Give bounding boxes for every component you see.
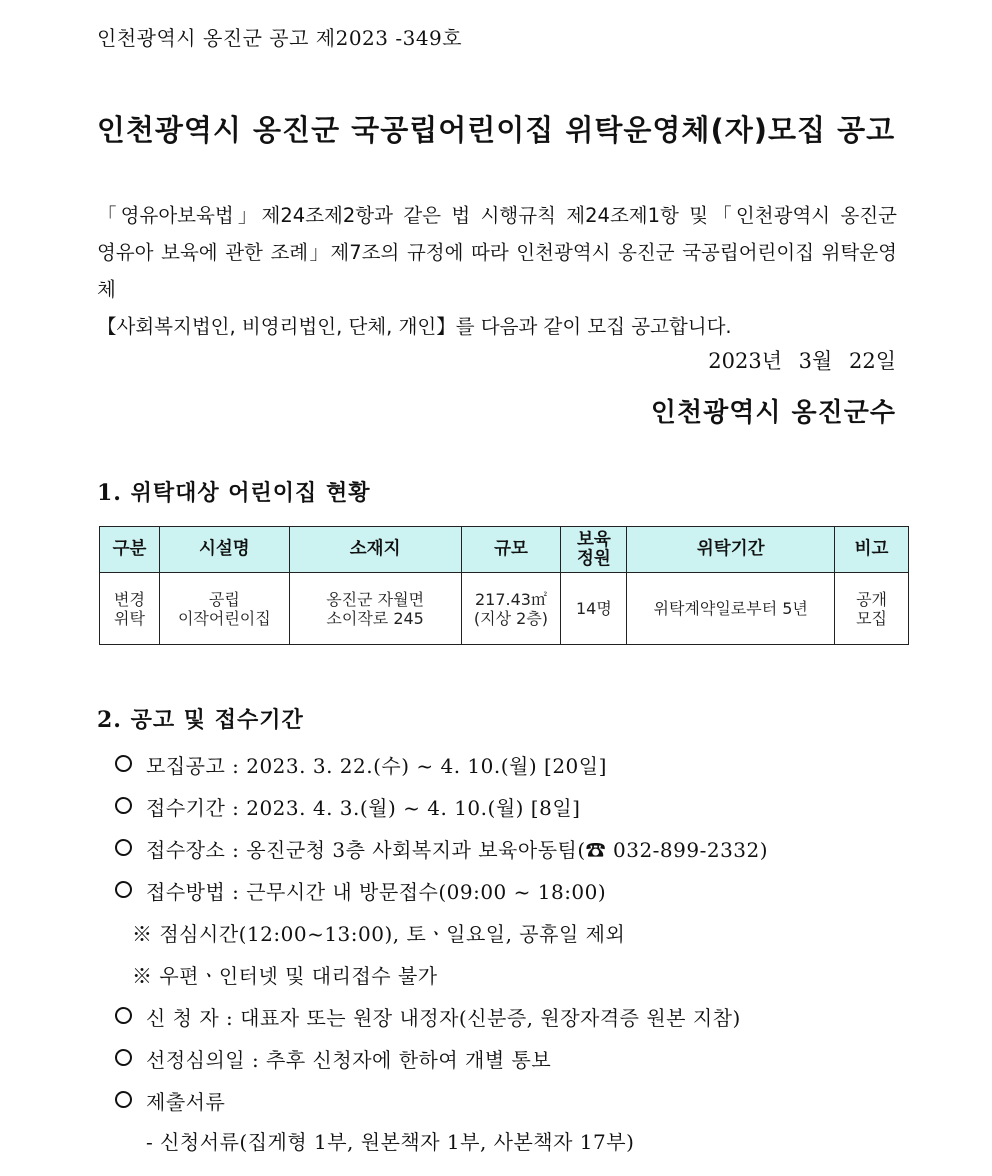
- column-header: [561, 527, 627, 573]
- cell-line: 위탁: [114, 608, 145, 628]
- note-line: ※ 우편ㆍ인터넷 및 대리접수 불가: [132, 964, 438, 988]
- notice-number: 인천광역시 옹진군 공고 제2023 -349호: [97, 26, 463, 50]
- page-title: 인천광역시 옹진군 국공립어린이집 위탁운영체(자)모집 공고: [96, 113, 896, 147]
- section-heading: 2. 공고 및 접수기간: [97, 707, 304, 733]
- table-cell: [835, 573, 909, 645]
- table-cell: 위탁계약일로부터 5년: [627, 573, 835, 645]
- list-item: [115, 876, 606, 905]
- intro-paragraph: [97, 197, 897, 345]
- item-text: 접수장소 : 옹진군청 3층 사회복지과 보육아동팀(: [146, 838, 586, 862]
- item-text: 접수기간 : 2023. 4. 3.(월) ~ 4. 10.(월) [8일]: [146, 796, 581, 820]
- phone-number: 032-899-2332): [606, 838, 769, 862]
- item-text: 접수방법 : 근무시간 내 방문접수(09:00 ~ 18:00): [146, 880, 607, 904]
- circle-bullet-icon: [115, 755, 132, 772]
- circle-bullet-icon: [115, 1007, 132, 1024]
- cell-line: 변경: [114, 589, 145, 609]
- table-cell: [289, 573, 461, 645]
- section-heading: 1. 위탁대상 어린이집 현황: [97, 480, 371, 506]
- cell-line: (지상 2층): [473, 608, 549, 628]
- cell-line: 이작어린이집: [177, 608, 271, 628]
- column-header: 소재지: [289, 527, 461, 573]
- cell-line: 217.43㎡: [474, 589, 547, 609]
- list-item: [115, 1002, 741, 1031]
- note-line: ※ 점심시간(12:00~13:00), 토ㆍ일요일, 공휴일 제외: [132, 922, 626, 946]
- column-header-line: 보육: [577, 529, 611, 550]
- cell-line: 모집: [856, 608, 887, 628]
- column-header-line: 정원: [577, 548, 611, 569]
- circle-bullet-icon: [115, 881, 132, 898]
- column-header: 위탁기간: [627, 527, 835, 573]
- cell-line: 공개: [856, 589, 887, 609]
- cell-line: 소이작로 245: [326, 608, 424, 628]
- column-header: 시설명: [159, 527, 289, 573]
- facility-table: [99, 526, 909, 645]
- table-cell: [159, 573, 289, 645]
- circle-bullet-icon: [115, 797, 132, 814]
- issuer: 인천광역시 옹진군수: [650, 398, 896, 428]
- item-text: 선정심의일 : 추후 신청자에 한하여 개별 통보: [146, 1048, 552, 1072]
- column-header: 규모: [461, 527, 561, 573]
- circle-bullet-icon: [115, 1091, 132, 1108]
- list-item: [115, 834, 768, 863]
- list-item: [115, 1044, 551, 1073]
- intro-line: 「영유아보육법」제24조제2항과 같은 법 시행규칙 제24조제1항 및「인천광역시 옹진군: [97, 204, 897, 227]
- notice-date: 2023년 3월 22일: [708, 349, 896, 373]
- cell-line: 옹진군 자월면: [326, 589, 425, 609]
- table-cell: [100, 573, 160, 645]
- item-text: 모집공고 : 2023. 3. 22.(수) ~ 4. 10.(월) [20일]: [146, 754, 607, 778]
- item-text: 신 청 자 : 대표자 또는 원장 내정자(신분증, 원장자격증 원본 지참): [146, 1006, 741, 1030]
- list-item: [115, 750, 607, 779]
- table-row: [100, 573, 909, 645]
- intro-line: 【사회복지법인, 비영리법인, 단체, 개인】를 다음과 같이 모집 공고합니다.: [97, 315, 732, 338]
- list-item: [115, 1086, 225, 1115]
- item-text: 제출서류: [146, 1090, 226, 1114]
- column-header: 비고: [835, 527, 909, 573]
- circle-bullet-icon: [115, 1049, 132, 1066]
- phone-icon: ☎: [585, 838, 607, 862]
- circle-bullet-icon: [115, 839, 132, 856]
- sub-item: - 신청서류(집게형 1부, 원본책자 1부, 사본책자 17부): [146, 1130, 635, 1154]
- table-header-row: [100, 527, 909, 573]
- table-cell: 14명: [561, 573, 627, 645]
- cell-line: 공립: [208, 589, 240, 609]
- column-header: 구분: [100, 527, 160, 573]
- table-cell: [461, 573, 561, 645]
- list-item: [115, 792, 580, 821]
- intro-line: 영유아 보육에 관한 조례」제7조의 규정에 따라 인천광역시 옹진군 국공립어린이집 위탁운영체: [97, 241, 897, 301]
